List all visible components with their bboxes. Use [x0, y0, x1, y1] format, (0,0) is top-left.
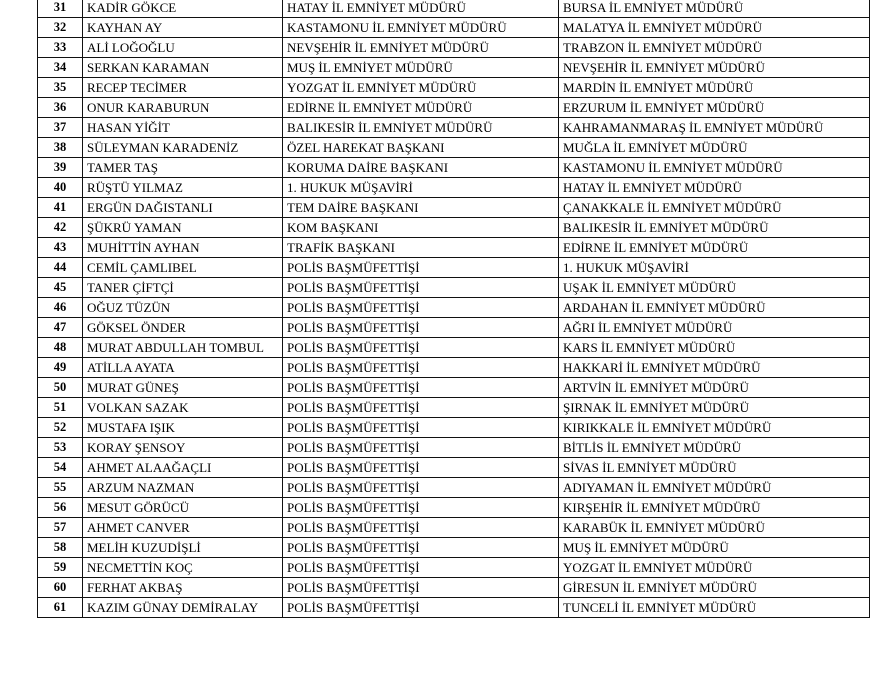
row-number: 57 [38, 518, 83, 538]
new-post: TUNCELİ İL EMNİYET MÜDÜRÜ [559, 598, 870, 618]
row-number: 58 [38, 538, 83, 558]
person-name: RÜŞTÜ YILMAZ [83, 178, 283, 198]
row-number: 42 [38, 218, 83, 238]
person-name: ATİLLA AYATA [83, 358, 283, 378]
new-post: BİTLİS İL EMNİYET MÜDÜRÜ [559, 438, 870, 458]
previous-post: POLİS BAŞMÜFETTİŞİ [283, 558, 559, 578]
person-name: ALİ LOĞOĞLU [83, 38, 283, 58]
row-number: 33 [38, 38, 83, 58]
row-number: 36 [38, 98, 83, 118]
previous-post: KOM BAŞKANI [283, 218, 559, 238]
new-post: ARDAHAN İL EMNİYET MÜDÜRÜ [559, 298, 870, 318]
person-name: ONUR KARABURUN [83, 98, 283, 118]
new-post: BALIKESİR İL EMNİYET MÜDÜRÜ [559, 218, 870, 238]
new-post: MUĞLA İL EMNİYET MÜDÜRÜ [559, 138, 870, 158]
previous-post: TEM DAİRE BAŞKANI [283, 198, 559, 218]
table-row [38, 138, 870, 158]
previous-post: POLİS BAŞMÜFETTİŞİ [283, 258, 559, 278]
previous-post: POLİS BAŞMÜFETTİŞİ [283, 518, 559, 538]
new-post: GİRESUN İL EMNİYET MÜDÜRÜ [559, 578, 870, 598]
row-number: 47 [38, 318, 83, 338]
table-row [38, 218, 870, 238]
row-number: 60 [38, 578, 83, 598]
table-row [38, 498, 870, 518]
new-post: NEVŞEHİR İL EMNİYET MÜDÜRÜ [559, 58, 870, 78]
new-post: HAKKARİ İL EMNİYET MÜDÜRÜ [559, 358, 870, 378]
previous-post: POLİS BAŞMÜFETTİŞİ [283, 438, 559, 458]
person-name: OĞUZ TÜZÜN [83, 298, 283, 318]
table-row [38, 178, 870, 198]
row-number: 52 [38, 418, 83, 438]
table-row [38, 78, 870, 98]
previous-post: KORUMA DAİRE BAŞKANI [283, 158, 559, 178]
person-name: KAYHAN AY [83, 18, 283, 38]
row-number: 40 [38, 178, 83, 198]
person-name: MESUT GÖRÜCÜ [83, 498, 283, 518]
person-name: TAMER TAŞ [83, 158, 283, 178]
row-number: 35 [38, 78, 83, 98]
table-row [38, 118, 870, 138]
table-row [38, 558, 870, 578]
row-number: 37 [38, 118, 83, 138]
table-row [38, 18, 870, 38]
row-number: 56 [38, 498, 83, 518]
previous-post: YOZGAT İL EMNİYET MÜDÜRÜ [283, 78, 559, 98]
person-name: GÖKSEL ÖNDER [83, 318, 283, 338]
row-number: 51 [38, 398, 83, 418]
previous-post: POLİS BAŞMÜFETTİŞİ [283, 478, 559, 498]
row-number: 61 [38, 598, 83, 618]
person-name: NECMETTİN KOÇ [83, 558, 283, 578]
row-number: 31 [38, 0, 83, 18]
new-post: YOZGAT İL EMNİYET MÜDÜRÜ [559, 558, 870, 578]
row-number: 54 [38, 458, 83, 478]
person-name: ERGÜN DAĞISTANLI [83, 198, 283, 218]
previous-post: POLİS BAŞMÜFETTİŞİ [283, 318, 559, 338]
row-number: 44 [38, 258, 83, 278]
new-post: TRABZON İL EMNİYET MÜDÜRÜ [559, 38, 870, 58]
row-number: 53 [38, 438, 83, 458]
new-post: 1. HUKUK MÜŞAVİRİ [559, 258, 870, 278]
table-row [38, 578, 870, 598]
previous-post: EDİRNE İL EMNİYET MÜDÜRÜ [283, 98, 559, 118]
table-row [38, 478, 870, 498]
person-name: SÜLEYMAN KARADENİZ [83, 138, 283, 158]
table-row [38, 458, 870, 478]
person-name: MURAT ABDULLAH TOMBUL [83, 338, 283, 358]
row-number: 48 [38, 338, 83, 358]
new-post: KIRIKKALE İL EMNİYET MÜDÜRÜ [559, 418, 870, 438]
new-post: SİVAS İL EMNİYET MÜDÜRÜ [559, 458, 870, 478]
person-name: ARZUM NAZMAN [83, 478, 283, 498]
table-row [38, 358, 870, 378]
previous-post: POLİS BAŞMÜFETTİŞİ [283, 338, 559, 358]
appointment-table-body [38, 0, 870, 618]
table-row [38, 338, 870, 358]
previous-post: MUŞ İL EMNİYET MÜDÜRÜ [283, 58, 559, 78]
new-post: MARDİN İL EMNİYET MÜDÜRÜ [559, 78, 870, 98]
appointment-table [37, 0, 870, 618]
previous-post: HATAY İL EMNİYET MÜDÜRÜ [283, 0, 559, 18]
person-name: HASAN YİĞİT [83, 118, 283, 138]
previous-post: POLİS BAŞMÜFETTİŞİ [283, 598, 559, 618]
previous-post: ÖZEL HAREKAT BAŞKANI [283, 138, 559, 158]
person-name: SERKAN KARAMAN [83, 58, 283, 78]
person-name: MUSTAFA IŞIK [83, 418, 283, 438]
previous-post: POLİS BAŞMÜFETTİŞİ [283, 378, 559, 398]
table-row [38, 538, 870, 558]
new-post: ADIYAMAN İL EMNİYET MÜDÜRÜ [559, 478, 870, 498]
previous-post: POLİS BAŞMÜFETTİŞİ [283, 278, 559, 298]
row-number: 59 [38, 558, 83, 578]
person-name: KAZIM GÜNAY DEMİRALAY [83, 598, 283, 618]
previous-post: BALIKESİR İL EMNİYET MÜDÜRÜ [283, 118, 559, 138]
table-row [38, 518, 870, 538]
new-post: ÇANAKKALE İL EMNİYET MÜDÜRÜ [559, 198, 870, 218]
table-row [38, 158, 870, 178]
row-number: 38 [38, 138, 83, 158]
previous-post: POLİS BAŞMÜFETTİŞİ [283, 578, 559, 598]
person-name: AHMET CANVER [83, 518, 283, 538]
person-name: MELİH KUZUDİŞLİ [83, 538, 283, 558]
new-post: HATAY İL EMNİYET MÜDÜRÜ [559, 178, 870, 198]
table-row [38, 58, 870, 78]
previous-post: POLİS BAŞMÜFETTİŞİ [283, 498, 559, 518]
person-name: FERHAT AKBAŞ [83, 578, 283, 598]
row-number: 45 [38, 278, 83, 298]
row-number: 41 [38, 198, 83, 218]
previous-post: TRAFİK BAŞKANI [283, 238, 559, 258]
previous-post: POLİS BAŞMÜFETTİŞİ [283, 358, 559, 378]
previous-post: 1. HUKUK MÜŞAVİRİ [283, 178, 559, 198]
new-post: MUŞ İL EMNİYET MÜDÜRÜ [559, 538, 870, 558]
person-name: CEMİL ÇAMLIBEL [83, 258, 283, 278]
table-row [38, 418, 870, 438]
row-number: 34 [38, 58, 83, 78]
new-post: KARABÜK İL EMNİYET MÜDÜRÜ [559, 518, 870, 538]
table-row [38, 598, 870, 618]
previous-post: KASTAMONU İL EMNİYET MÜDÜRÜ [283, 18, 559, 38]
table-row [38, 98, 870, 118]
previous-post: POLİS BAŞMÜFETTİŞİ [283, 298, 559, 318]
new-post: BURSA İL EMNİYET MÜDÜRÜ [559, 0, 870, 18]
row-number: 50 [38, 378, 83, 398]
table-row [38, 238, 870, 258]
table-row [38, 438, 870, 458]
new-post: ARTVİN İL EMNİYET MÜDÜRÜ [559, 378, 870, 398]
table-row [38, 198, 870, 218]
person-name: TANER ÇİFTÇİ [83, 278, 283, 298]
row-number: 55 [38, 478, 83, 498]
new-post: MALATYA İL EMNİYET MÜDÜRÜ [559, 18, 870, 38]
row-number: 39 [38, 158, 83, 178]
person-name: MURAT GÜNEŞ [83, 378, 283, 398]
person-name: ŞÜKRÜ YAMAN [83, 218, 283, 238]
person-name: KORAY ŞENSOY [83, 438, 283, 458]
row-number: 32 [38, 18, 83, 38]
row-number: 43 [38, 238, 83, 258]
table-row [38, 298, 870, 318]
new-post: ERZURUM İL EMNİYET MÜDÜRÜ [559, 98, 870, 118]
previous-post: NEVŞEHİR İL EMNİYET MÜDÜRÜ [283, 38, 559, 58]
new-post: ŞIRNAK İL EMNİYET MÜDÜRÜ [559, 398, 870, 418]
new-post: EDİRNE İL EMNİYET MÜDÜRÜ [559, 238, 870, 258]
new-post: KASTAMONU İL EMNİYET MÜDÜRÜ [559, 158, 870, 178]
row-number: 46 [38, 298, 83, 318]
person-name: VOLKAN SAZAK [83, 398, 283, 418]
table-row [38, 398, 870, 418]
person-name: AHMET ALAAĞAÇLI [83, 458, 283, 478]
new-post: KAHRAMANMARAŞ İL EMNİYET MÜDÜRÜ [559, 118, 870, 138]
previous-post: POLİS BAŞMÜFETTİŞİ [283, 458, 559, 478]
previous-post: POLİS BAŞMÜFETTİŞİ [283, 398, 559, 418]
table-row [38, 378, 870, 398]
person-name: MUHİTTİN AYHAN [83, 238, 283, 258]
new-post: KIRŞEHİR İL EMNİYET MÜDÜRÜ [559, 498, 870, 518]
new-post: KARS İL EMNİYET MÜDÜRÜ [559, 338, 870, 358]
person-name: RECEP TECİMER [83, 78, 283, 98]
previous-post: POLİS BAŞMÜFETTİŞİ [283, 418, 559, 438]
table-row [38, 318, 870, 338]
table-row [38, 0, 870, 18]
new-post: AĞRI İL EMNİYET MÜDÜRÜ [559, 318, 870, 338]
table-row [38, 258, 870, 278]
table-row [38, 38, 870, 58]
table-row [38, 278, 870, 298]
document-page [37, 0, 869, 618]
new-post: UŞAK İL EMNİYET MÜDÜRÜ [559, 278, 870, 298]
person-name: KADİR GÖKCE [83, 0, 283, 18]
row-number: 49 [38, 358, 83, 378]
previous-post: POLİS BAŞMÜFETTİŞİ [283, 538, 559, 558]
